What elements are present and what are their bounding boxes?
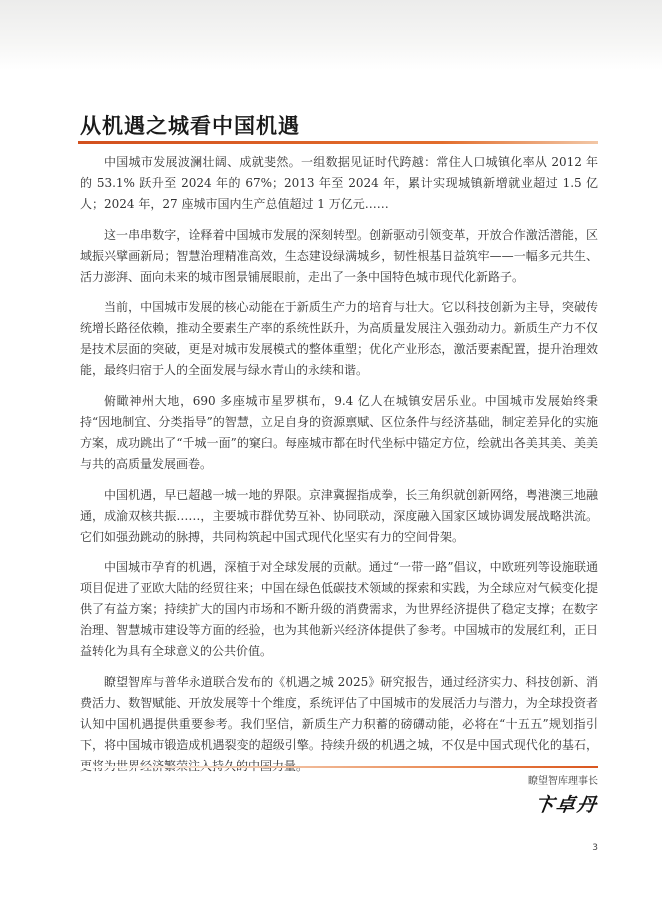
paragraph: 俯瞰神州大地，690 多座城市星罗棋布，9.4 亿人在城镇安居乐业。中国城市发展始终秉持“因地制宜、分类指导”的智慧，立足自身的资源禀赋、区位条件与经济基础，制定差异化的实施方案，成功跳出了“千城一面”的窠臼。每座城市都在时代坐标中锚定方位，绘就出各美其美、美美与共的高质量发展画卷。 [80,393,598,472]
paragraph: 瞭望智库与普华永道联合发布的《机遇之城 2025》研究报告，通过经济实力、科技创新、消费活力、数智赋能、开放发展等十个维度，系统评估了中国城市的发展活力与潜力，为全球投资者认知中国机遇提供重要参考。我们坚信，新质生产力积蓄的磅礴动能，必将在“十五五”规划指引下，将中国城市锻造成机遇裂变的超级引擎。持续升级的机遇之城，不仅是中国式现代化的基石， [80,674,598,753]
page-number: 3 [592,843,598,853]
page-title: 从机遇之城看中国机遇 [80,114,300,138]
signature-title: 瞭望智库理事长 [528,776,598,787]
article-body [80,152,598,787]
title-underline [78,141,598,144]
signature-name: 卞卓丹 [533,794,600,816]
paragraph: 中国城市发展波澜壮阔、成就斐然。一组数据见证时代跨越：常住人口城镇化率从 2012 年的 53.1% 跃升至 2024 年的 67%；2013 年至 2024 年，累计实现城镇新增就业超过 1.5 亿人；2024 年，27 座城市国内生产总值超过 1 万亿元…… [80,155,598,212]
signature-divider [80,766,598,768]
header-band [0,0,662,70]
paragraph: 中国机遇，早已超越一城一地的界限。京津冀握指成拳，长三角织就创新网络，粤港澳三地融通，成渝双核共振……，主要城市群优势互补、协同联动，深度融入国家区域协调发展战略洪流。它们如强劲跳动的脉搏，共同构筑起中国式现代化坚实有力的空间骨架。 [80,487,598,544]
paragraph: 这一串串数字，诠释着中国城市发展的深刻转型。创新驱动引领变革，开放合作激活潜能，区域振兴擘画新局；智慧治理精准高效，生态建设绿满城乡，韧性根基日益筑牢——一幅多元共生、活力澎湃、面向未来的城市图景铺展眼前，走出了一条中国特色城市现代化新路子。 [80,227,598,284]
paragraph: 当前，中国城市发展的核心动能在于新质生产力的培育与壮大。它以科技创新为主导，突破传统增长路径依赖，推动全要素生产率的系统性跃升，为高质量发展注入强劲动力。新质生产力不仅是技术层面的突破，更是对城市发展模式的整体重塑；优化产业形态，激活要素配置，提升治理效能，最终归宿于人的全面发展与绿水青山的永续和谐。 [80,300,598,378]
paragraph: 中国城市孕育的机遇，深植于对全球发展的贡献。通过“一带一路”倡议，中欧班列等设施联通项目促进了亚欧大陆的经贸往来；中国在绿色低碳技术领域的探索和实践，为全球应对气候变化提供了有益方案；持续扩大的国内市场和不断升级的消费需求，为世界经济提供了稳定支撑；在数字治理、智慧城市建设等方面的经验，也为其他新兴经济体提供了参考。中国城市的发展红利，正日益转化为具有全球意义的公共价值。 [80,560,598,659]
